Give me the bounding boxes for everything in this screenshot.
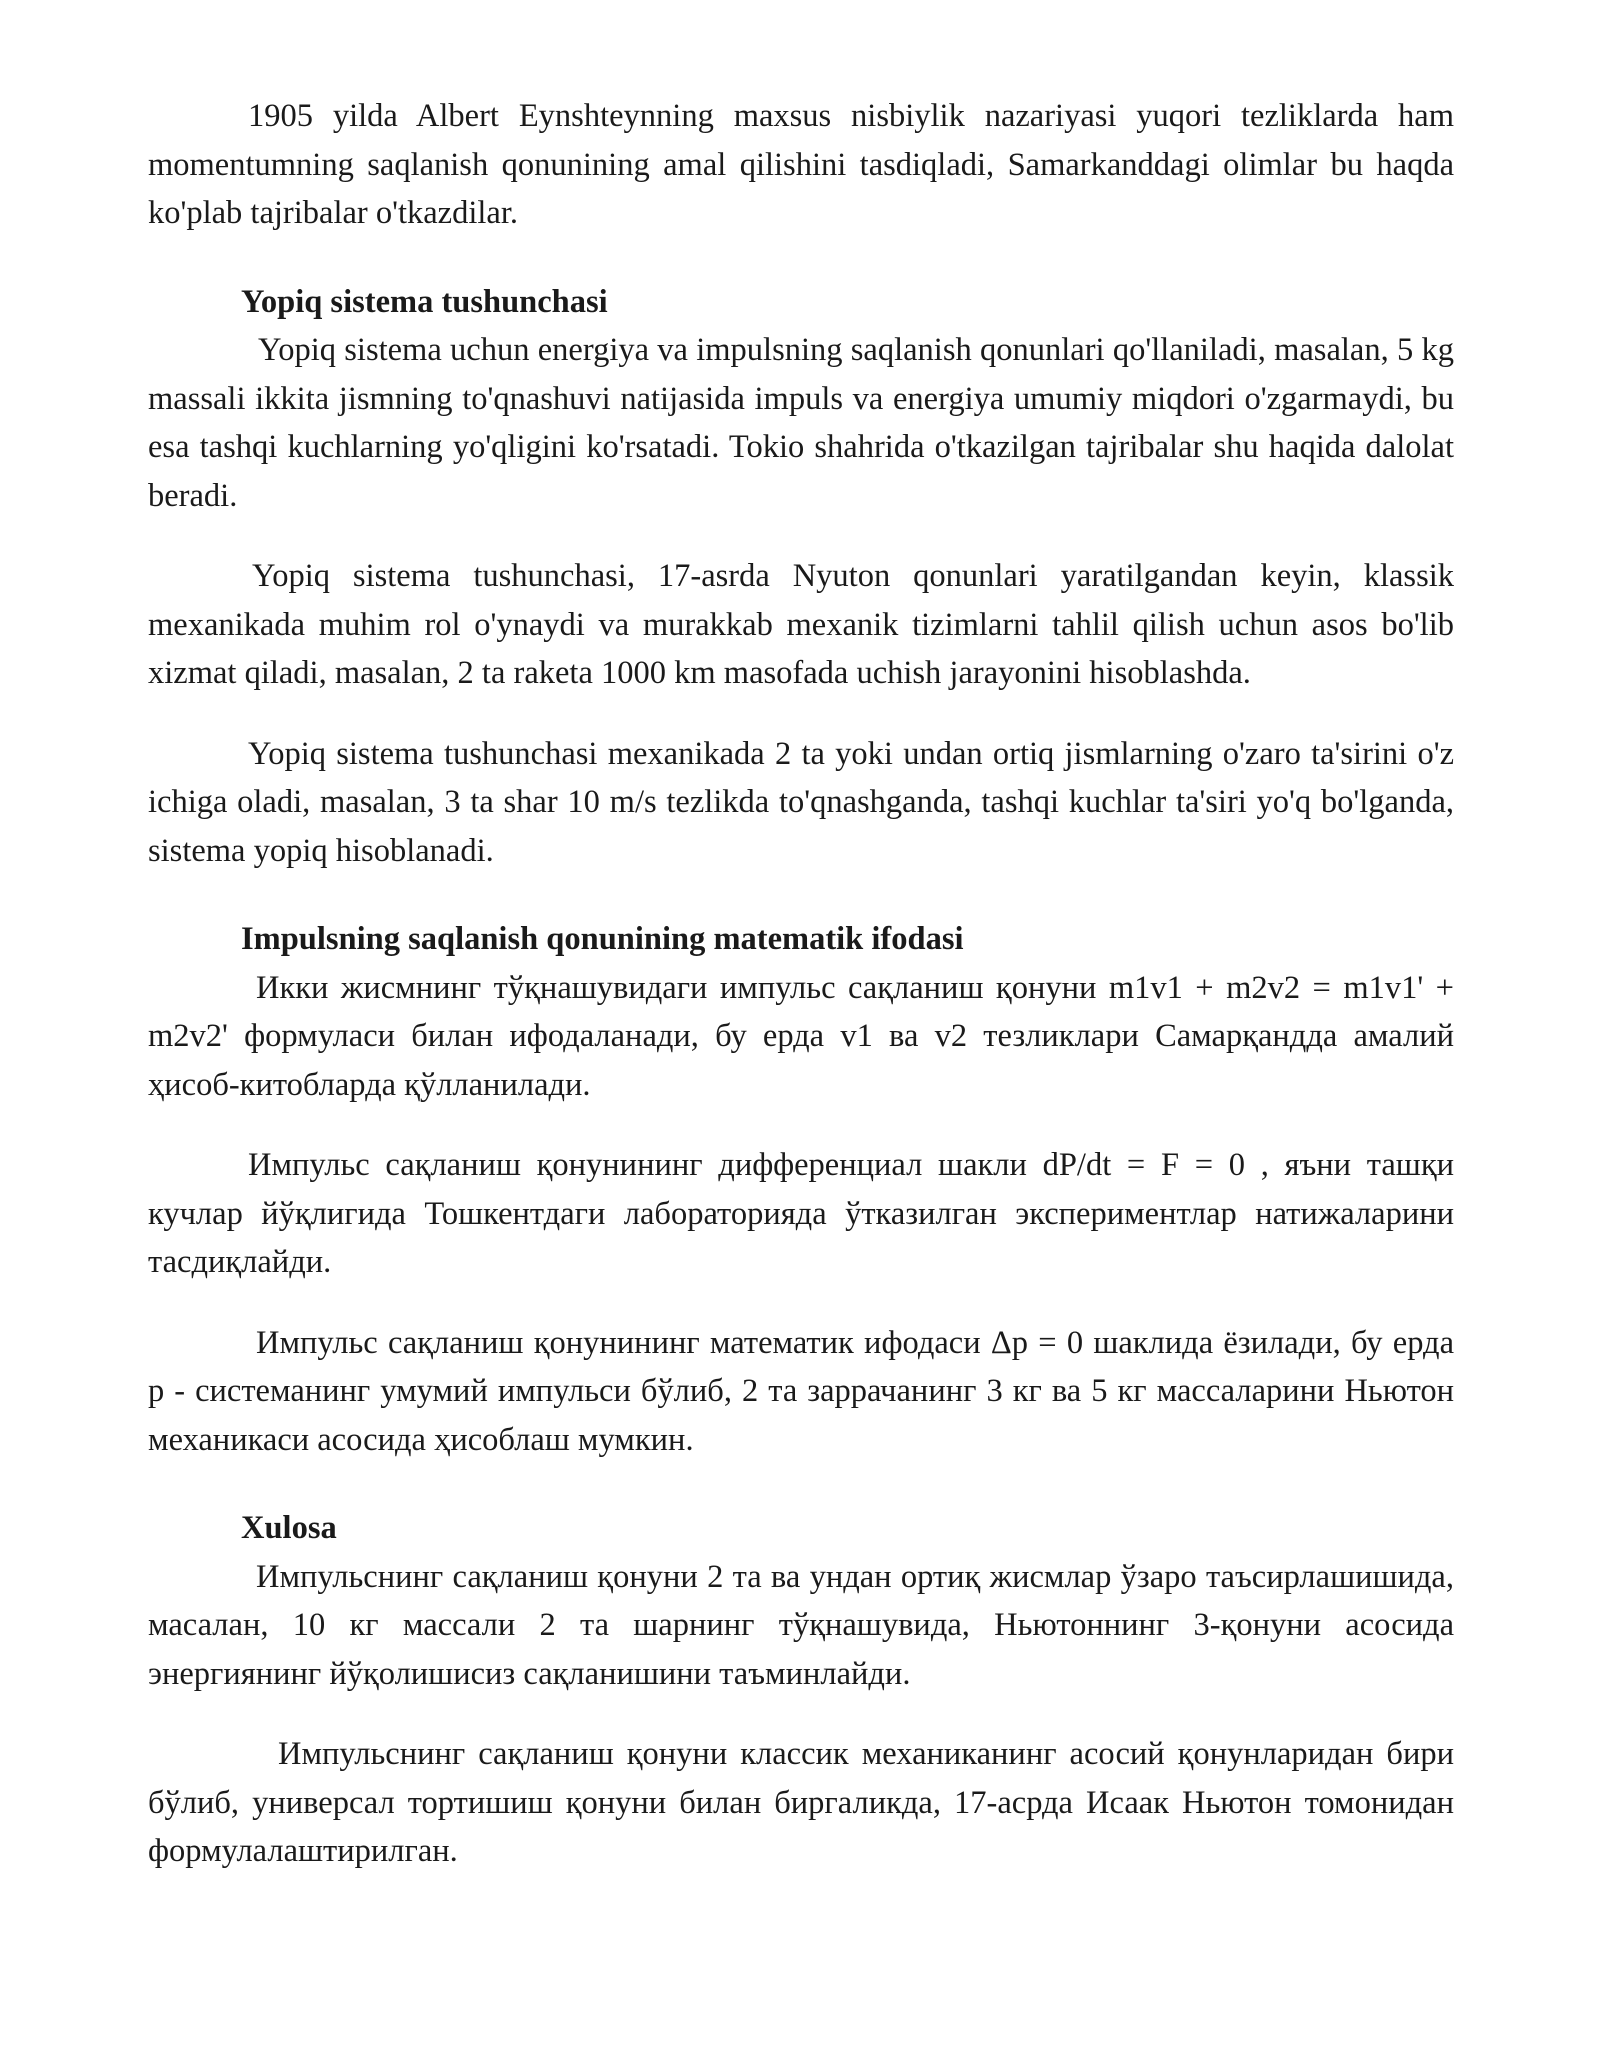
- paragraph-differensial: Импульс сақланиш қонунининг дифференциал шакли dP/dt = F = 0 , яъни ташқи кучлар йўқлигида Тошкентдаги лабораторияда ўтказилган экспериментлар натижаларини тасдиқлайди.: [148, 1147, 1454, 1280]
- paragraph-yopiq-energiya: Yopiq sistema uchun energiya va impulsning saqlanish qonunlari qo'llaniladi, masalan, 5 kg massali ikkita jismning to'qnashuvi natijasida impuls va energiya umumiy miqdori o'zgarmaydi, bu esa tashqi kuchlarning yo'qligini ko'rsatadi. Tokio shahrida o'tkazilgan tajribalar shu haqida dalolat beradi.: [148, 332, 1454, 514]
- heading-xulosa: Xulosa: [241, 1510, 337, 1546]
- heading-yopiq-sistema: Yopiq sistema tushunchasi: [241, 283, 608, 320]
- paragraph-delta-p: Импульс сақланиш қонунининг математик ифодаси Δp = 0 шаклида ёзилади, бу ерда p - системанинг умумий импульси бўлиб, 2 та заррачанинг 3 кг ва 5 кг массаларини Ньютон механикаси асосида ҳисоблаш мумкин.: [148, 1324, 1454, 1458]
- document-page: [148, 92, 1454, 1876]
- paragraph-formula: Икки жисмнинг тўқнашувидаги импульс сақланиш қонуни m1v1 + m2v2 = m1v1' + m2v2' формуласи билан ифодаланади, бу ерда v1 ва v2 тезликлари Самарқандда амалий ҳисоб-китобларда қўлланилади.: [148, 969, 1454, 1103]
- paragraph-xulosa-1: Импульснинг сақланиш қонуни 2 та ва ундан ортиқ жисмлар ўзаро таъсирлашишида, масалан, 10 кг массали 2 та шарнинг тўқнашувида, Ньютоннинг 3-қонуни асосида энергиянинг йўқолишисиз сақланишини таъминлайди.: [148, 1558, 1454, 1692]
- paragraph-yopiq-nyuton: Yopiq sistema tushunchasi, 17-asrda Nyuton qonunlari yaratilgandan keyin, klassik mexanikada muhim rol o'ynaydi va murakkab mexanik tizimlarni tahlil qilish uchun asos bo'lib xizmat qiladi, masalan, 2 ta raketa 1000 km masofada uchish jarayonini hisoblashda.: [148, 558, 1454, 691]
- paragraph-eynshteyn: 1905 yilda Albert Eynshteynning maxsus nisbiylik nazariyasi yuqori tezliklarda ham momentumning saqlanish qonunining amal qilishini tasdiqladi, Samarkanddagi olimlar bu haqda ko'plab tajribalar o'tkazdilar.: [148, 98, 1454, 231]
- heading-matematik-ifoda: Impulsning saqlanish qonunining matematik ifodasi: [241, 921, 964, 957]
- paragraph-xulosa-2: Импульснинг сақланиш қонуни классик механиканинг асосий қонунларидан бири бўлиб, универсал тортишиш қонуни билан биргаликда, 17-асрда Исаак Ньютон томонидан формулалаштирилган.: [148, 1736, 1454, 1869]
- paragraph-yopiq-jismlar: Yopiq sistema tushunchasi mexanikada 2 ta yoki undan ortiq jismlarning o'zaro ta'sirini o'z ichiga oladi, masalan, 3 ta shar 10 m/s tezlikda to'qnashganda, tashqi kuchlar ta'siri yo'q bo'lganda, sistema yopiq hisoblanadi.: [148, 735, 1454, 869]
